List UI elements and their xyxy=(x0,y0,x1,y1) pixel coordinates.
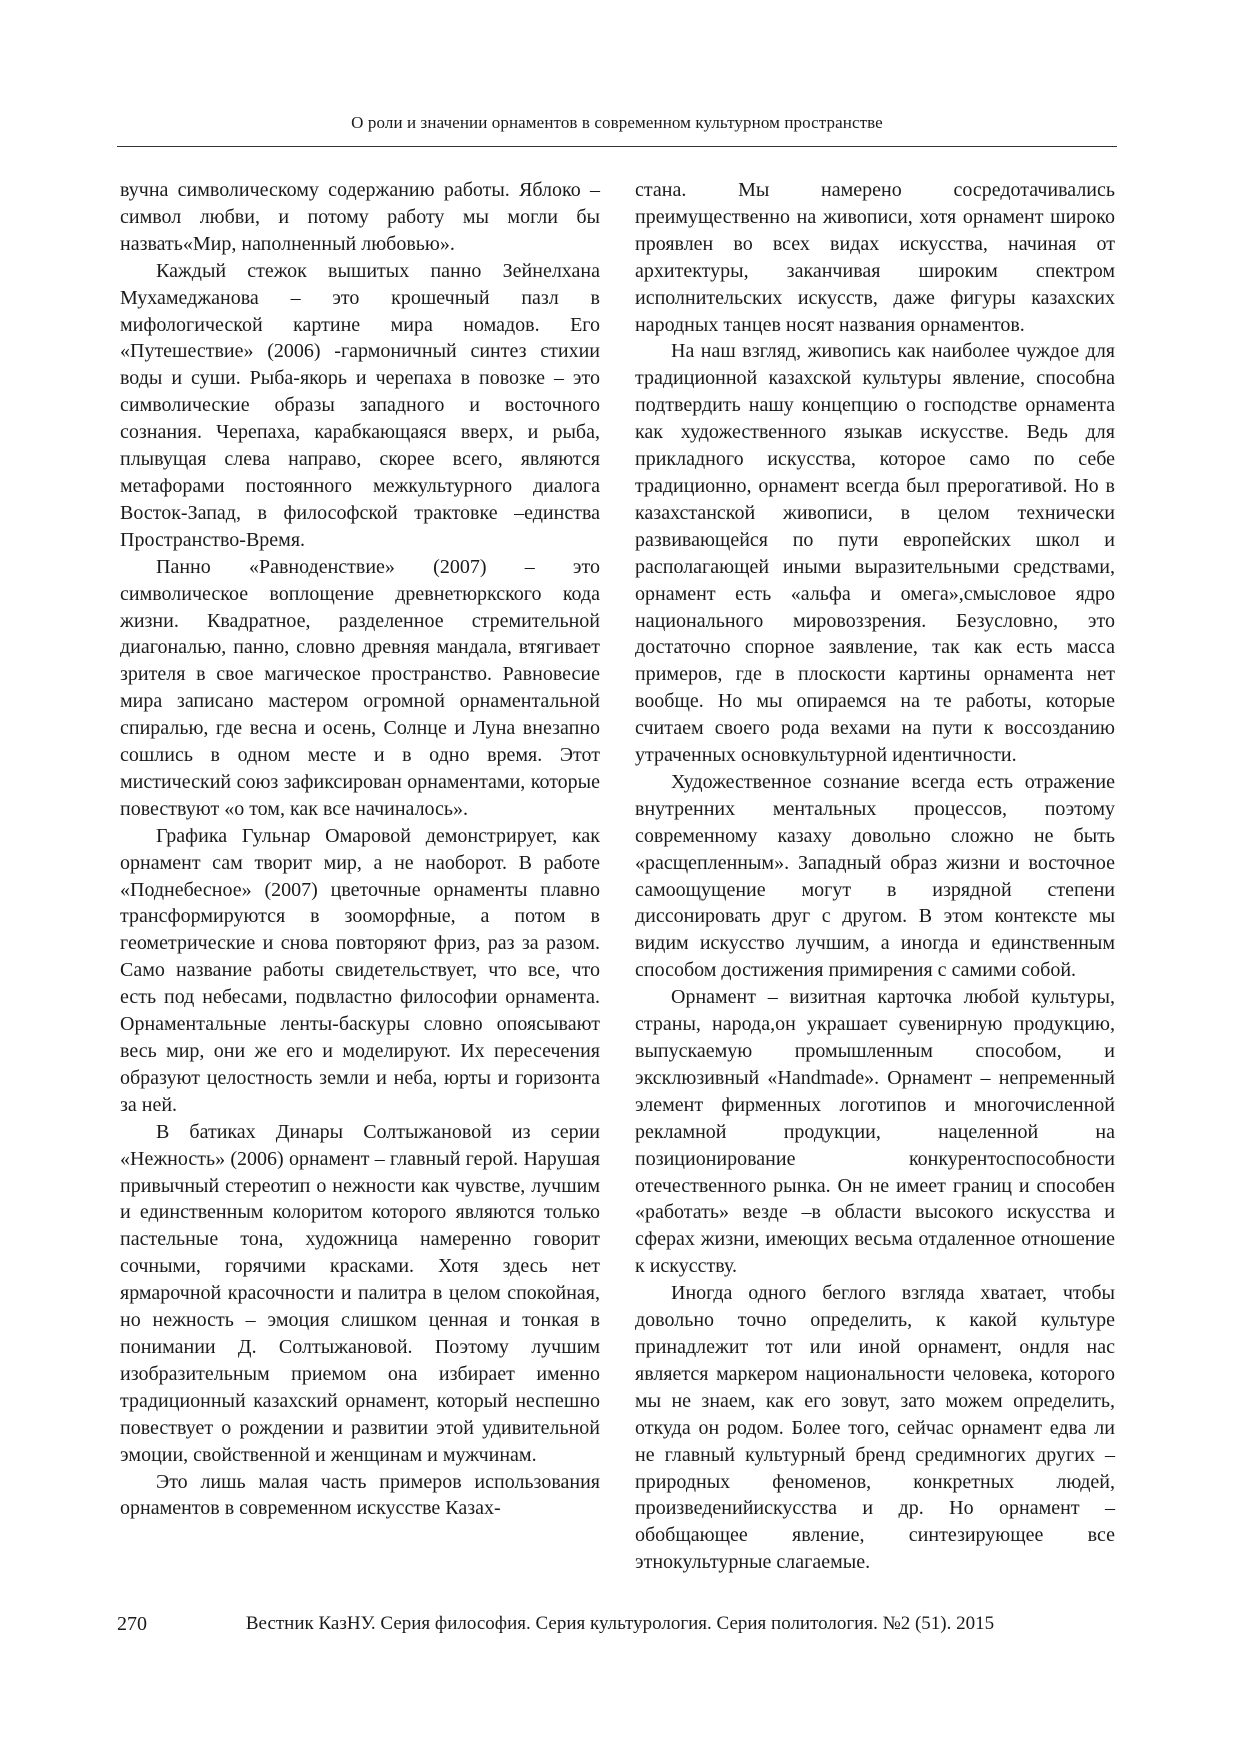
left-paragraph-3: Панно «Равноденствие» (2007) – это символическое воплощение древнетюркского кода жизни. Квадратное, разделенное стремительной диагональю, панно, словно древняя мандала, втягивает зрителя в свое магическое пространство. Равновесие мира записано мастером огромной орнаментальной спиралью, где весна и осень, Солнце и Луна внезапно сошлись в одном месте и в одно время. Этот мистический союз зафиксирован орнаментами, которые повествуют «о том, как все начиналось». xyxy=(120,555,600,820)
right-paragraph-3: Художественное сознание всегда есть отражение внутренних ментальных процессов, поэтому современному казаху довольно сложно не быть «расщепленным». Западный образ жизни и восточное самоощущение могут в изрядной степени диссонировать друг с другом. В этом контексте мы видим искусство лучшим, а иногда и единственным способом достижения примирения с самими собой. xyxy=(635,770,1115,982)
left-paragraph-1: вучна символическому содержанию работы. Яблоко – символ любви, и потому работу мы могли бы назвать«Мир, наполненный любовью». xyxy=(120,179,600,255)
left-column xyxy=(120,177,600,1522)
right-paragraph-4: Орнамент – визитная карточка любой культуры, страны, народа,он украшает сувенирную продукцию, выпускаемую промышленным способом, и эксклюзивный «Handmade». Орнамент – непременный элемент фирменных логотипов и многочисленной рекламной продукции, нацеленной на позиционирование конкурентоспособности отечественного рынка. Он не имеет границ и способен «работать» везде –в области высокого искусства и сферах жизни, имеющих весьма отдаленное отношение к искусству. xyxy=(635,986,1115,1278)
left-paragraph-5: В батиках Динары Солтыжановой из серии «Нежность» (2006) орнамент – главный герой. Нарушая привычный стереотип о нежности как чувстве, лучшим и единственным колоритом которого являются только пастельные тона, художница намеренно говорит сочными, горячими красками. Хотя здесь нет ярмарочной красочности и палитра в целом спокойная, но нежность – эмоция слишком ценная и тонкая в понимании Д. Солтыжановой. Поэтому лучшим изобразительным приемом она избирает именно традиционный казахский орнамент, который неспешно повествует о рождении и развитии этой удивительной эмоции, свойственной и женщинам и мужчинам. xyxy=(120,1120,600,1466)
left-paragraph-2: Каждый стежок вышитых панно Зейнелхана Мухамеджанова – это крошечный пазл в мифологической картине мира номадов. Его «Путешествие» (2006) -гармоничный синтез стихии воды и суши. Рыба-якорь и черепаха в повозке – это символические образы западного и восточного сознания. Черепаха, карабкающаяся вверх, и рыба, плывущая слева направо, скорее всего, являются метафорами постоянного межкультурного диалога Восток-Запад, в философской трактовке –единства Пространство-Время. xyxy=(120,259,600,551)
left-paragraph-4: Графика Гульнар Омаровой демонстрирует, как орнамент сам творит мир, а не наоборот. В работе «Поднебесное» (2007) цветочные орнаменты плавно трансформируются в зооморфные, а потом в геометрические и снова повторяют фриз, раз за разом. Само название работы свидетельствует, что все, что есть под небесами, подвластно философии орнамента. Орнаментальные ленты-баскуры словно опоясывают весь мир, они же его и моделируют. Их пересечения образуют целостность земли и неба, юрты и горизонта за ней. xyxy=(120,824,600,1116)
left-paragraph-6: Это лишь малая часть примеров использования орнаментов в современном искусстве Казах- xyxy=(120,1470,600,1520)
right-paragraph-5: Иногда одного беглого взгляда хватает, чтобы довольно точно определить, к какой культуре принадлежит тот или иной орнамент, ондля нас является маркером национальности человека, которого мы не знаем, как его зовут, зато можем определить, откуда он родом. Более того, сейчас орнамент едва ли не главный культурный бренд средимногих других – природных феноменов, конкретных людей, произведенийискусства и др. Но орнамент – обобщающее явление, синтезирующее все этнокультурные слагаемые. xyxy=(635,1282,1115,1574)
page-number: 270 xyxy=(117,1613,147,1635)
journal-footer: Вестник КазНУ. Серия философия. Серия культурология. Серия политология. №2 (51). 2015 xyxy=(245,1613,995,1634)
running-title: О роли и значении орнаментов в современном культурном пространстве xyxy=(351,113,883,132)
right-paragraph-2: На наш взгляд, живопись как наиболее чуждое для традиционной казахской культуры явление, способна подтвердить нашу концепцию о господстве орнамента как художественного языкав искусстве. Ведь для прикладного искусства, которое само по себе традиционно, орнамент всегда был прерогативой. Но в казахстанской живописи, в целом технически развивающейся по пути европейских школ и располагающей иными выразительными средствами, орнамент есть «альфа и омега»,смысловое ядро национального мировоззрения. Безусловно, это достаточно спорное заявление, так как есть масса примеров, где в плоскости картины орнамента нет вообще. Но мы опираемся на те работы, которые считаем своего рода вехами на пути к воссозданию утраченных основкультурной идентичности. xyxy=(635,340,1115,767)
right-column xyxy=(635,177,1115,1576)
header-divider xyxy=(117,146,1117,147)
right-paragraph-1: стана. Мы намерено сосредотачивались преимущественно на живописи, хотя орнамент широко проявлен во всех видах искусства, начиная от архитектуры, заканчивая широким спектром исполнительских искусств, даже фигуры казахских народных танцев носят названия орнаментов. xyxy=(635,179,1115,336)
